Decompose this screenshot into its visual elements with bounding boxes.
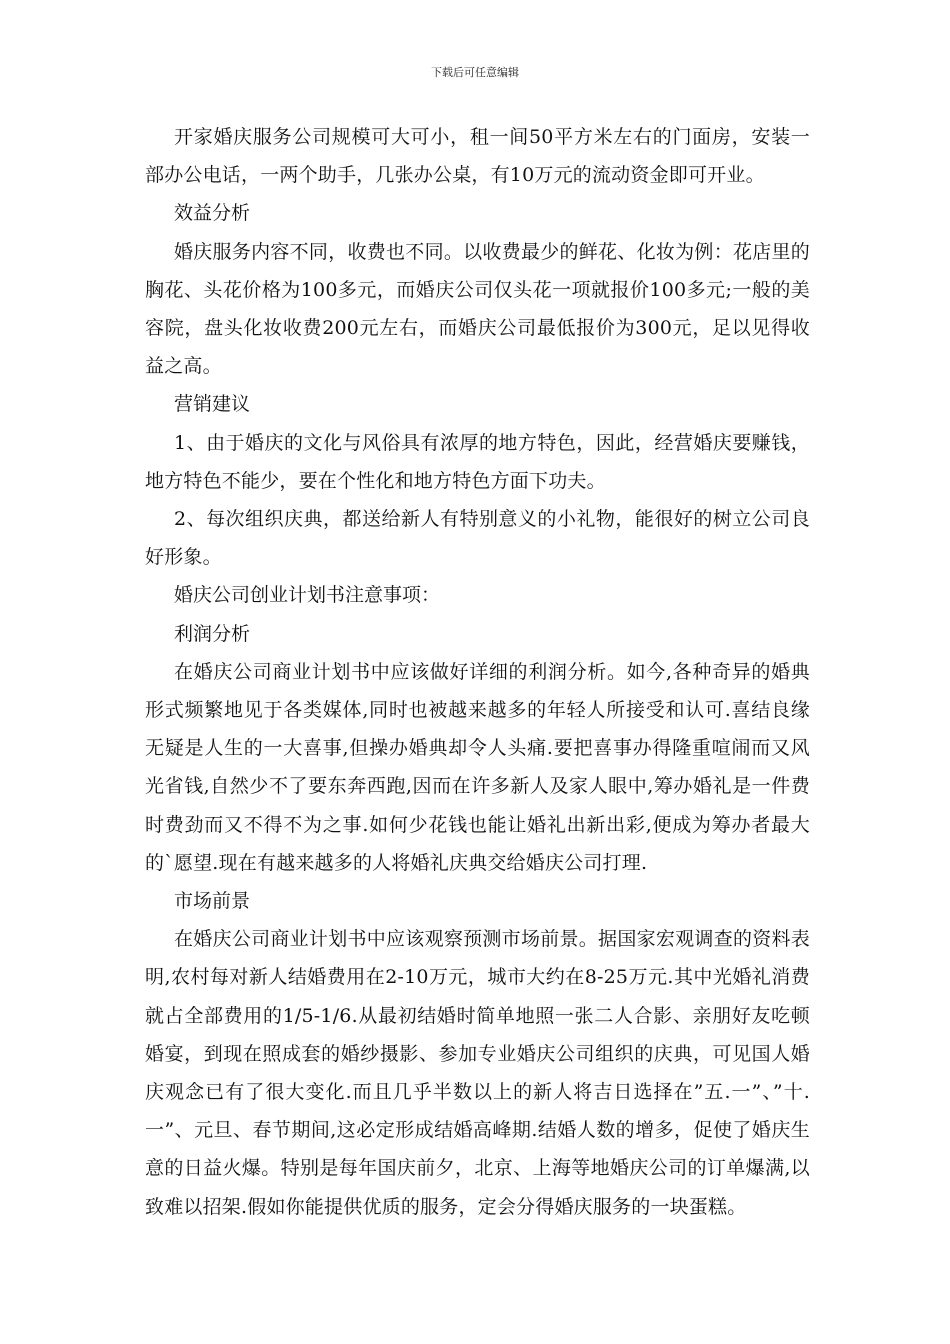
paragraph-market: 在婚庆公司商业计划书中应该观察预测市场前景。据国家宏观调查的资料表明,农村每对新人结婚费用在2-10万元，城市大约在8-25万元.其中光婚礼消费就占全部费用的1/5-1/6.从最初结婚时简单地照一张二人合影、亲朋好友吃顿婚宴，到现在照成套的婚纱摄影、参加专业婚庆公司组织的庆典，可见国人婚庆观念已有了很大变化.而且几乎半数以上的新人将吉日选择在”五.一”、”十.一”、元旦、春节期间,这必定形成结婚高峰期.结婚人数的增多，促使了婚庆生意的日益火爆。特别是每年国庆前夕，北京、上海等地婚庆公司的订单爆满,以致难以招架.假如你能提供优质的服务，定会分得婚庆服务的一块蛋糕。 xyxy=(145,928,810,1218)
paragraph-profit: 在婚庆公司商业计划书中应该做好详细的利润分析。如今,各种奇异的婚典形式频繁地见于各类媒体,同时也被越来越多的年轻人所接受和认可.喜结良缘无疑是人生的一大喜事,但操办婚典却令人头痛.要把喜事办得隆重喧闹而又风光省钱,自然少不了要东奔西跑,因而在许多新人及家人眼中,筹办婚礼是一件费时费劲而又不得不为之事.如何少花钱也能让婚礼出新出彩,便成为筹办者最大的`愿望.现在有越来越多的人将婚礼庆典交给婚庆公司打理. xyxy=(145,660,810,874)
paragraph-benefit: 婚庆服务内容不同，收费也不同。以收费最少的鲜花、化妆为例：花店里的胸花、头花价格为100多元，而婚庆公司仅头花一项就报价100多元;一般的美容院，盘头化妆收费200元左右，而婚庆公司最低报价为300元，足以见得收益之高。 xyxy=(145,240,810,378)
paragraph-marketing-1: 1、由于婚庆的文化与风俗具有浓厚的地方特色，因此，经营婚庆要赚钱，地方特色不能少，要在个性化和地方特色方面下功夫。 xyxy=(145,431,810,492)
section-heading-profit: 利润分析 xyxy=(174,622,251,645)
section-heading-market: 市场前景 xyxy=(174,890,251,913)
paragraph-opening: 开家婚庆服务公司规模可大可小，租一间50平方米左右的门面房，安装一部办公电话，一两个助手，几张办公桌，有10万元的流动资金即可开业。 xyxy=(145,126,810,187)
document-body xyxy=(145,118,810,1226)
page-header: 下载后可任意编辑 xyxy=(431,66,519,79)
section-heading-benefit-analysis: 效益分析 xyxy=(174,202,251,225)
section-heading-marketing: 营销建议 xyxy=(174,393,251,416)
section-heading-notes: 婚庆公司创业计划书注意事项： xyxy=(174,584,441,607)
paragraph-marketing-2: 2、每次组织庆典，都送给新人有特别意义的小礼物，能很好的树立公司良好形象。 xyxy=(145,508,810,569)
